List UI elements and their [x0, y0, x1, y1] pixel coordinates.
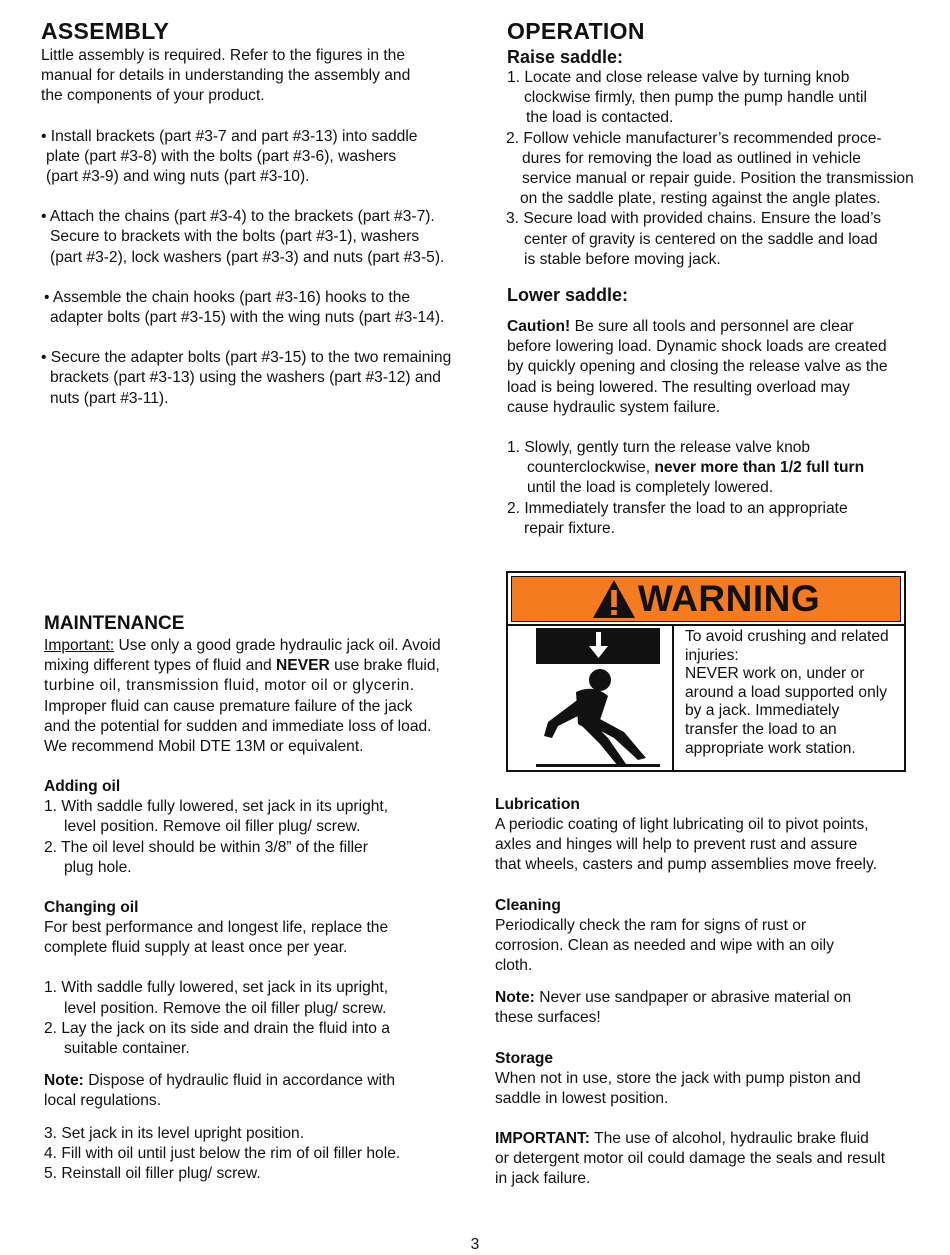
assembly-bullet-line: (part #3-9) and wing nuts (part #3-10). [46, 168, 310, 186]
maintenance-important-line: and the potential for sudden and immediate loss of load. [44, 717, 432, 735]
lubrication-line: that wheels, casters and pump assemblies move freely. [495, 856, 877, 874]
note-label: Note: [44, 1072, 84, 1090]
changing-oil-line: 2. Lay the jack on its side and drain the fluid into a [44, 1019, 390, 1037]
assembly-bullet-3 [41, 288, 486, 328]
assembly-bullet-line: (part #3-2), lock washers (part #3-3) and nuts (part #3-5). [50, 248, 445, 266]
assembly-section [41, 18, 486, 409]
assembly-bullet-line: Secure to brackets with the bolts (part #3-1), washers [50, 228, 420, 246]
changing-oil-line: complete fluid supply at least once per year. [44, 939, 348, 957]
final-step-line: 4. Fill with oil until just below the rim of oil filler hole. [44, 1144, 401, 1162]
assembly-bullet-line: plate (part #3-8) with the bolts (part #3-6), washers [46, 147, 397, 165]
important-label: Important: [44, 637, 115, 654]
storage-text [495, 1069, 940, 1109]
maintenance-important-line [44, 636, 464, 656]
adding-oil-line: 2. The oil level should be within 3/8” of the filler [44, 838, 368, 856]
lower-step-2 [507, 499, 945, 539]
cleaning-title: Cleaning [495, 896, 561, 914]
important-text: Use only a good grade hydraulic jack oil. Avoid [114, 637, 441, 654]
assembly-bullet-1 [41, 127, 486, 188]
assembly-title: ASSEMBLY [41, 18, 170, 44]
caution-line: cause hydraulic system failure. [507, 398, 721, 416]
warning-text-line: NEVER work on, under or [685, 665, 865, 683]
raise-step-line: center of gravity is centered on the saddle and load [524, 230, 878, 248]
maintenance-note-line: local regulations. [44, 1092, 162, 1110]
lower-step-line: until the load is completely lowered. [527, 479, 774, 497]
maintenance-important-line: turbine oil, transmission fluid, motor oil or glycerin. [44, 677, 415, 695]
maintenance-note-line [44, 1071, 464, 1091]
assembly-bullet-4 [41, 348, 486, 409]
changing-oil-line: level position. Remove the oil filler plug/ screw. [64, 999, 387, 1017]
surface-note-line [495, 988, 940, 1008]
operation-section [507, 18, 945, 539]
assembly-intro-line: manual for details in understanding the assembly and [41, 67, 411, 85]
note-text: Dispose of hydraulic fluid in accordance with [83, 1072, 396, 1090]
lubrication-text [495, 815, 940, 876]
important-note-line [495, 1129, 940, 1149]
important-note-line: or detergent motor oil could damage the seals and result [495, 1150, 886, 1168]
page-number: 3 [470, 1236, 480, 1253]
warning-text-line: around a load supported only [685, 683, 888, 701]
raise-step-2 [507, 129, 945, 210]
final-steps [44, 1124, 464, 1185]
raise-step-line: clockwise firmly, then pump the pump handle until [524, 89, 867, 107]
raise-step-line: is stable before moving jack. [524, 250, 721, 268]
lower-step-line: repair fixture. [524, 519, 615, 537]
assembly-bullet-2 [41, 207, 486, 268]
raise-step-line: 1. Locate and close release valve by turning knob [507, 69, 850, 86]
raise-saddle-title: Raise saddle: [507, 47, 624, 67]
final-step-line: 3. Set jack in its level upright position. [44, 1124, 305, 1142]
storage-line: When not in use, store the jack with pump piston and [495, 1069, 861, 1087]
maintenance-section [44, 613, 464, 1184]
maintenance-important-line: We recommend Mobil DTE 13M or equivalent. [44, 738, 364, 756]
important-text: use brake fluid, [329, 657, 440, 675]
assembly-intro-line: the components of your product. [41, 87, 265, 105]
raise-step-line: 3. Secure load with provided chains. Ensure the load’s [506, 210, 882, 228]
warning-text-line: by a jack. Immediately [685, 702, 840, 720]
cleaning-line: cloth. [495, 957, 533, 975]
lower-step-line [507, 458, 945, 478]
maintenance-title: MAINTENANCE [44, 613, 185, 634]
changing-oil-intro [44, 918, 464, 958]
assembly-bullet-line: adapter bolts (part #3-15) with the wing nuts (part #3-14). [50, 309, 445, 327]
storage-title: Storage [495, 1049, 554, 1067]
caution-line: before lowering load. Dynamic shock loads are created [507, 338, 887, 356]
adding-oil-title: Adding oil [44, 778, 121, 796]
warning-text-line: appropriate work station. [685, 739, 856, 757]
caution-paragraph [507, 317, 945, 418]
note-label: Note: [495, 989, 535, 1007]
changing-oil-line: For best performance and longest life, replace the [44, 919, 389, 937]
raise-step-line: 2. Follow vehicle manufacturer’s recommended proce- [506, 129, 882, 147]
lower-step-1 [507, 438, 945, 499]
maintenance-important-line [44, 656, 464, 676]
important-text: mixing different types of fluid and [44, 657, 277, 675]
maintenance-important [44, 636, 464, 757]
lower-step-text: counterclockwise, [527, 459, 655, 477]
warning-banner-text: WARNING [637, 578, 821, 619]
warning-text-line: To avoid crushing and related [685, 628, 889, 645]
raise-step-3 [507, 209, 945, 270]
changing-oil-line: 1. With saddle fully lowered, set jack in its upright, [44, 979, 389, 997]
important-note-label: IMPORTANT: [495, 1130, 590, 1148]
warning-text [685, 628, 905, 758]
lower-saddle-title: Lower saddle: [507, 285, 629, 306]
lower-step-emphasis: never more than 1/2 full turn [654, 459, 865, 477]
caution-line [507, 317, 945, 337]
changing-oil-line: suitable container. [64, 1040, 190, 1058]
lubrication-title: Lubrication [495, 796, 580, 813]
warning-text-line: injuries: [685, 646, 739, 664]
storage-line: saddle in lowest position. [495, 1089, 669, 1107]
raise-step-1 [507, 68, 945, 129]
adding-oil-line: plug hole. [64, 858, 132, 876]
lubrication-line: A periodic coating of light lubricating oil to pivot points, [495, 816, 869, 833]
assembly-intro-line: Little assembly is required. Refer to the figures in the [41, 47, 406, 64]
raise-step-line: dures for removing the load as outlined in vehicle [522, 149, 861, 167]
caution-line: by quickly opening and closing the release valve as the [507, 358, 888, 376]
lower-step-line: 1. Slowly, gently turn the release valve knob [507, 439, 811, 457]
maintenance-important-line: Improper fluid can cause premature failure of the jack [44, 697, 413, 715]
assembly-intro [41, 46, 486, 107]
assembly-bullet-line: • Secure the adapter bolts (part #3-15) to the two remaining [41, 349, 452, 367]
caution-line: load is being lowered. The resulting overload may [507, 378, 850, 396]
cleaning-line: Periodically check the ram for signs of rust or [495, 916, 807, 934]
adding-oil-line: level position. Remove oil filler plug/ screw. [64, 818, 361, 836]
adding-oil-steps [44, 797, 464, 878]
final-step-line: 5. Reinstall oil filler plug/ screw. [44, 1165, 261, 1183]
caution-label: Caution! [507, 318, 571, 336]
adding-oil-line: 1. With saddle fully lowered, set jack in its upright, [44, 798, 389, 816]
surface-note-line: these surfaces! [495, 1009, 601, 1027]
assembly-bullet-line: • Assemble the chain hooks (part #3-16) hooks to the [44, 288, 411, 306]
important-note-text: The use of alcohol, hydraulic brake fluid [590, 1130, 869, 1148]
operation-title: OPERATION [507, 18, 645, 44]
important-note-line: in jack failure. [495, 1170, 591, 1188]
assembly-bullet-line: • Install brackets (part #3-7 and part #3-13) into saddle [41, 127, 418, 145]
warning-divider [672, 624, 674, 770]
assembly-bullet-line: • Attach the chains (part #3-4) to the brackets (part #3-7). [41, 208, 435, 226]
caution-text: Be sure all tools and personnel are clear [570, 318, 854, 336]
assembly-bullet-line: brackets (part #3-13) using the washers (part #3-12) and [50, 369, 441, 387]
cleaning-text [495, 916, 940, 977]
maintenance-note [44, 1071, 464, 1111]
warning-text-line: transfer the load to an [685, 720, 837, 738]
surface-note [495, 988, 940, 1028]
raise-step-line: the load is contacted. [526, 109, 674, 127]
important-never: NEVER [276, 657, 330, 675]
raise-step-line: on the saddle plate, resting against the angle plates. [520, 190, 881, 208]
lower-step-line: 2. Immediately transfer the load to an appropriate [507, 499, 848, 517]
raise-step-line: service manual or repair guide. Position the transmission [522, 170, 914, 188]
warning-triangle-icon [592, 579, 636, 619]
cleaning-line: corrosion. Clean as needed and wipe with an oily [495, 936, 834, 954]
warning-box [506, 571, 906, 772]
important-note [495, 1129, 940, 1190]
changing-oil-title: Changing oil [44, 899, 139, 917]
crushing-hazard-icon [510, 626, 670, 770]
lubrication-line: axles and hinges will help to prevent rust and assure [495, 836, 858, 854]
assembly-bullet-line: nuts (part #3-11). [50, 389, 169, 407]
note-text: Never use sandpaper or abrasive material on [534, 989, 852, 1007]
warning-banner [511, 576, 901, 622]
changing-oil-steps [44, 978, 464, 1059]
care-section [495, 795, 940, 1190]
